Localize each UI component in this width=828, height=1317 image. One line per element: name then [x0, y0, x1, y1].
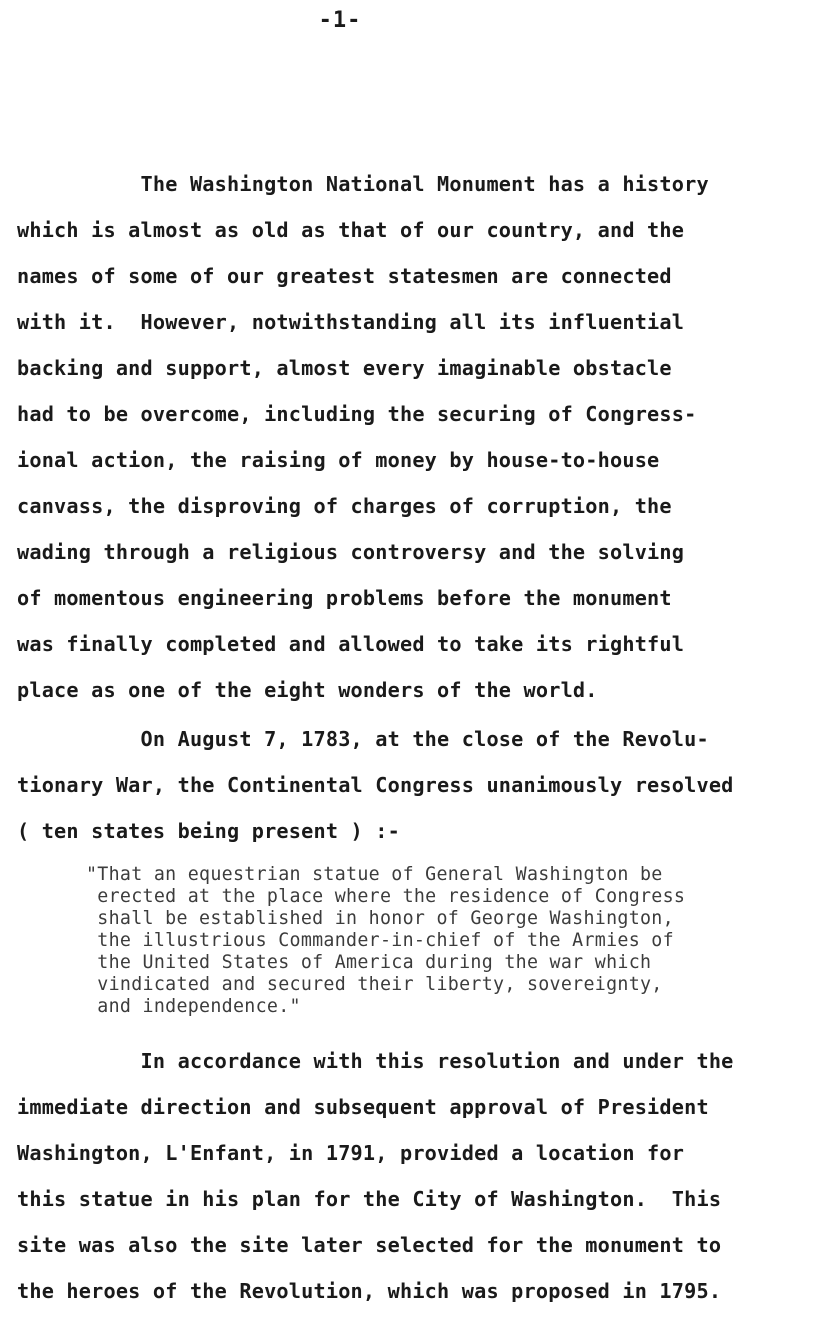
text-line: canvass, the disproving of charges of corruption, the [17, 494, 672, 518]
text-line: ( ten states being present ) :- [17, 819, 400, 843]
page-number: -1- [318, 8, 362, 33]
text-line: names of some of our greatest statesmen are connected [17, 264, 672, 288]
text-line: The Washington National Monument has a history [17, 172, 709, 196]
quote-line: the illustrious Commander-in-chief of the Armies of [86, 930, 674, 951]
text-line: this statue in his plan for the City of Washington. This [17, 1187, 722, 1211]
text-line: was finally completed and allowed to take its rightful [17, 632, 685, 656]
quote-line: the United States of America during the war which [86, 952, 652, 973]
text-line: tionary War, the Continental Congress unanimously resolved [17, 773, 734, 797]
text-line: ional action, the raising of money by house-to-house [17, 448, 660, 472]
quote-line: "That an equestrian statue of General Washington be [86, 864, 663, 885]
text-line: On August 7, 1783, at the close of the Revolu- [17, 727, 709, 751]
text-line: had to be overcome, including the securing of Congress- [17, 402, 697, 426]
text-line: place as one of the eight wonders of the world. [17, 678, 598, 702]
quote-line: shall be established in honor of George Washington, [86, 908, 674, 929]
text-line: backing and support, almost every imaginable obstacle [17, 356, 672, 380]
quote-line: and independence." [86, 996, 301, 1017]
text-line: with it. However, notwithstanding all its influential [17, 310, 685, 334]
quote-line: vindicated and secured their liberty, sovereignty, [86, 974, 663, 995]
text-line: site was also the site later selected for the monument to [17, 1233, 722, 1257]
text-line: Washington, L'Enfant, in 1791, provided a location for [17, 1141, 685, 1165]
text-line: In accordance with this resolution and under the [17, 1049, 734, 1073]
text-line: the heroes of the Revolution, which was proposed in 1795. [17, 1279, 722, 1303]
text-line: immediate direction and subsequent approval of President [17, 1095, 709, 1119]
quote-line: erected at the place where the residence of Congress [86, 886, 686, 907]
text-line: of momentous engineering problems before the monument [17, 586, 672, 610]
text-line: wading through a religious controversy and the solving [17, 540, 685, 564]
text-line: which is almost as old as that of our country, and the [17, 218, 685, 242]
